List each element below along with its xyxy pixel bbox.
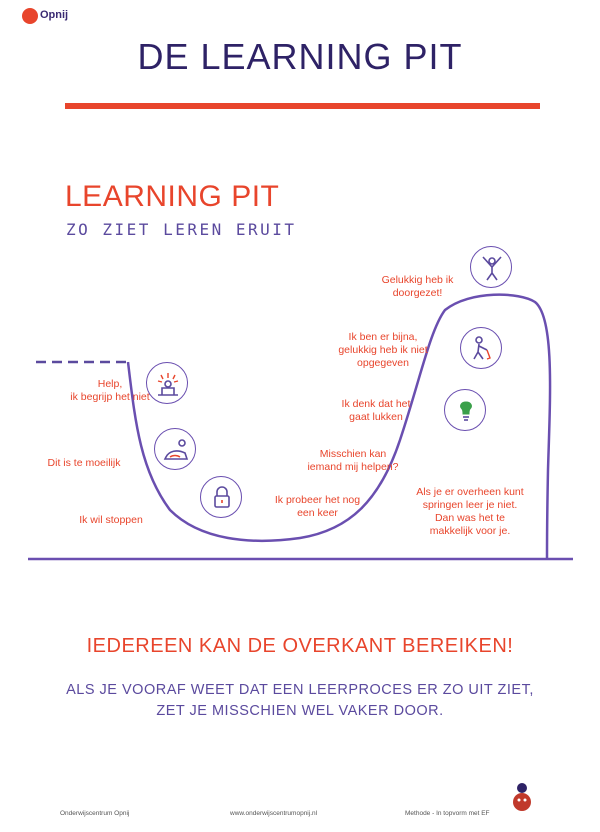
label-probeer: Ik probeer het nog een keer — [274, 494, 361, 520]
mascot-icon — [510, 780, 534, 814]
section-title: LEARNING PIT — [65, 180, 280, 213]
slogan: IEDEREEN KAN DE OVERKANT BEREIKEN! — [86, 635, 514, 657]
footer-org: Onderwijscentrum Opnij — [60, 810, 130, 817]
label-help: Help, ik begrijp het niet — [70, 378, 150, 404]
label-bijna: Ik ben er bijna, gelukkig heb ik niet opgegeven — [338, 331, 428, 370]
tip-text: ALS JE VOORAF WEET DAT EEN LEERPROCES ER ZO UIT ZIET, ZET JE MISSCHIEN WEL VAKER DOOR. — [66, 682, 534, 720]
label-moeilijk: Dit is te moeilijk — [47, 457, 121, 469]
person-lying-icon — [154, 428, 196, 470]
label-misschien: Misschien kan iemand mij helpen? — [307, 448, 399, 474]
burst-icon — [146, 362, 188, 404]
page-title: DE LEARNING PIT — [137, 36, 463, 77]
footer-website: www.onderwijscentrumopnij.nl — [230, 810, 318, 817]
logo-text: Opnij — [40, 9, 69, 21]
label-denk: Ik denk dat het gaat lukken — [341, 398, 411, 424]
footer-method: Methode - In topvorm met EF — [405, 810, 490, 817]
lock-icon — [200, 476, 242, 518]
label-stoppen: Ik wil stoppen — [79, 514, 143, 526]
lightbulb-icon — [444, 389, 486, 431]
person-digging-icon — [460, 327, 502, 369]
label-overheen: Als je er overheen kunt springen leer je niet. Dan was het te makkelijk voor je. — [416, 486, 524, 538]
person-cheering-icon — [470, 246, 512, 288]
label-doorgezet: Gelukkig heb ik doorgezet! — [381, 274, 454, 300]
section-subtitle: ZO ZIET LEREN ERUIT — [66, 220, 297, 239]
